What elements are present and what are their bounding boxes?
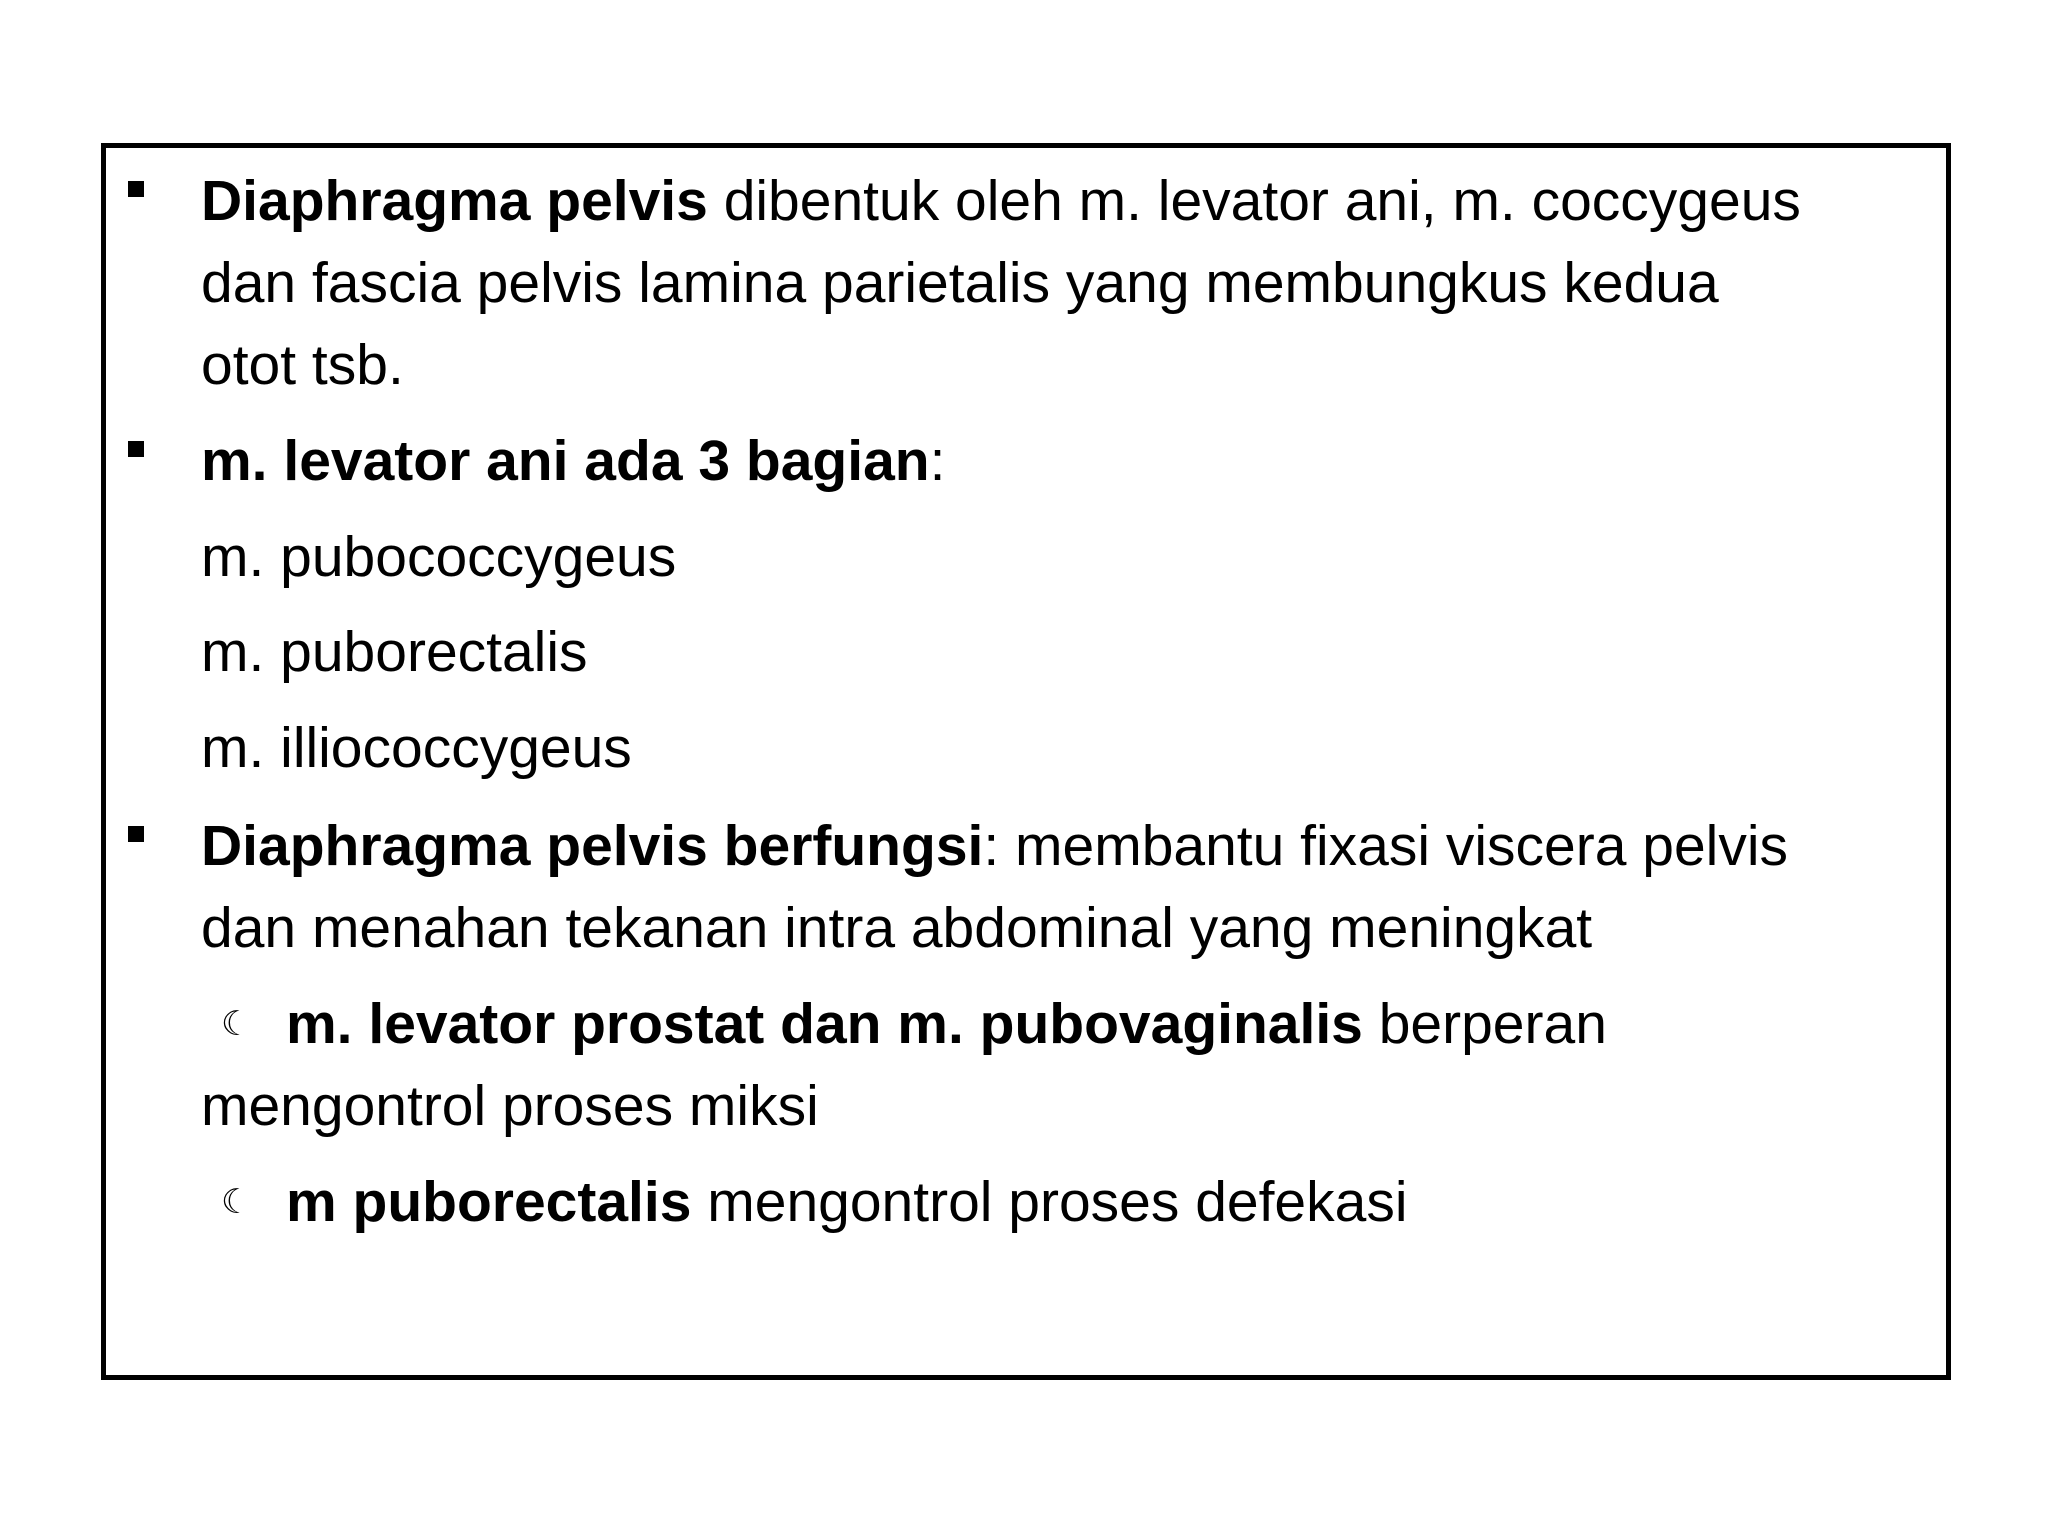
sub1-text-line1: berperan xyxy=(1362,992,1607,1056)
sub1-bold: m. levator prostat dan m. pubovaginalis xyxy=(286,992,1363,1056)
item1-bold: Diaphragma pelvis xyxy=(201,169,708,233)
item3-text-line2: dan menahan tekanan intra abdominal yang meningkat xyxy=(201,896,1593,960)
levator-part-1: m. pubococcygeus xyxy=(201,525,677,589)
sub1-text-line2: mengontrol proses miksi xyxy=(201,1074,819,1138)
item2-suffix: : xyxy=(929,429,946,493)
item1-text-line3: otot tsb. xyxy=(201,333,404,397)
levator-part-2: m. puborectalis xyxy=(201,620,588,684)
moon-icon: ☾ xyxy=(221,1182,252,1222)
sub2-bold: m puborectalis xyxy=(286,1170,692,1234)
item3-line1 xyxy=(201,805,1788,887)
sub2-text: mengontrol proses defekasi xyxy=(691,1170,1408,1234)
moon-icon: ☾ xyxy=(221,1004,252,1044)
sub2-line xyxy=(286,1161,1408,1243)
sub1-line1 xyxy=(286,983,1607,1065)
item3-bold: Diaphragma pelvis berfungsi xyxy=(201,814,984,878)
square-bullet-icon xyxy=(128,181,144,197)
item2-bold: m. levator ani ada 3 bagian xyxy=(201,429,930,493)
square-bullet-icon xyxy=(128,826,144,842)
item2-line xyxy=(201,420,945,502)
item1-text-line1: dibentuk oleh m. levator ani, m. coccygeus xyxy=(707,169,1801,233)
item1-text-line2: dan fascia pelvis lamina parietalis yang membungkus kedua xyxy=(201,251,1719,315)
item1-line1 xyxy=(201,160,1801,242)
item3-text-line1: : membantu fixasi viscera pelvis xyxy=(983,814,1788,878)
square-bullet-icon xyxy=(128,441,144,457)
levator-part-3: m. illiococcygeus xyxy=(201,716,632,780)
